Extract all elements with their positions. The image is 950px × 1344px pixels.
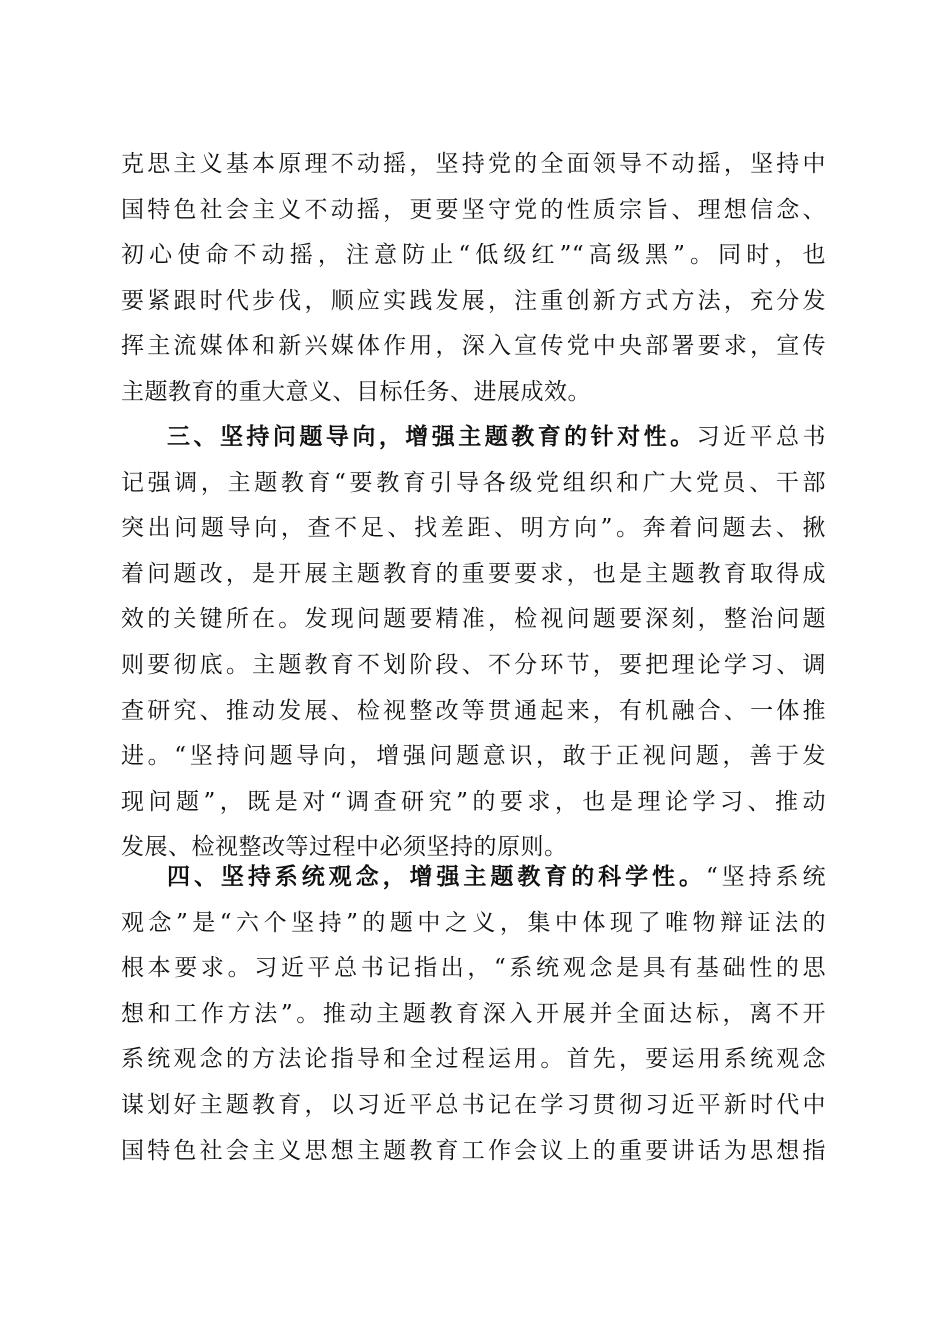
section-four-paragraph: [121, 855, 826, 1174]
paragraph-first-line: [121, 415, 826, 461]
text-line: 想和工作方法”。推动主题教育深入开展并全面达标，离不开: [121, 1000, 826, 1027]
section-three-heading: 三、坚持问题导向，增强主题教育的针对性。: [167, 424, 697, 450]
text-line: 效的关键所在。发现问题要精准，检视问题要深刻，整治问题: [121, 606, 826, 633]
text-line: 发展、检视整改等过程中必须坚持的原则。: [121, 834, 568, 861]
text-line: 观念”是“六个坚持”的题中之义，集中体现了唯物辩证法的: [121, 909, 826, 936]
text-run: “坚持系统: [705, 864, 827, 890]
paragraph-continued: [121, 142, 826, 416]
text-line: 克思主义基本原理不动摇，坚持党的全面领导不动摇，坚持中: [121, 151, 826, 177]
text-line: 谋划好主题教育，以习近平总书记在学习贯彻习近平新时代中: [121, 1091, 826, 1118]
text-line: 现问题”，既是对“调查研究”的要求，也是理论学习、推动: [121, 788, 826, 815]
text-line: 挥主流媒体和新兴媒体作用，深入宣传党中央部署要求，宣传: [121, 333, 826, 360]
text-line: 查研究、推动发展、检视整改等贯通起来，有机融合、一体推: [121, 697, 826, 724]
text-line: 初心使命不动摇，注意防止“低级红”“高级黑”。同时，也: [121, 242, 826, 269]
text-line: 突出问题导向，查不足、找差距、明方向”。奔着问题去、揪: [121, 515, 826, 542]
text-line: 国特色社会主义不动摇，更要坚守党的性质宗旨、理想信念、: [121, 196, 826, 223]
text-run: 习近平总书: [696, 424, 827, 450]
text-line: 记强调，主题教育“要教育引导各级党组织和广大党员、干部: [121, 469, 826, 496]
text-line: 着问题改，是开展主题教育的重要要求，也是主题教育取得成: [121, 560, 826, 587]
text-line: 要紧跟时代步伐，顺应实践发展，注重创新方式方法，充分发: [121, 287, 826, 314]
text-line: 系统观念的方法论指导和全过程运用。首先，要运用系统观念: [121, 1046, 826, 1073]
text-line: 根本要求。习近平总书记指出，“系统观念是具有基础性的思: [121, 955, 826, 982]
text-line: 国特色社会主义思想主题教育工作会议上的重要讲话为思想指: [121, 1137, 826, 1164]
text-line: 主题教育的重大意义、目标任务、进展成效。: [121, 378, 591, 405]
text-line: 则要彻底。主题教育不划阶段、不分环节，要把理论学习、调: [121, 651, 826, 678]
text-line: 进。“坚持问题导向，增强问题意识，敢于正视问题，善于发: [121, 743, 826, 770]
section-four-heading: 四、坚持系统观念，增强主题教育的科学性。: [167, 864, 706, 890]
paragraph-first-line: [121, 855, 826, 901]
section-three-paragraph: [121, 415, 826, 871]
